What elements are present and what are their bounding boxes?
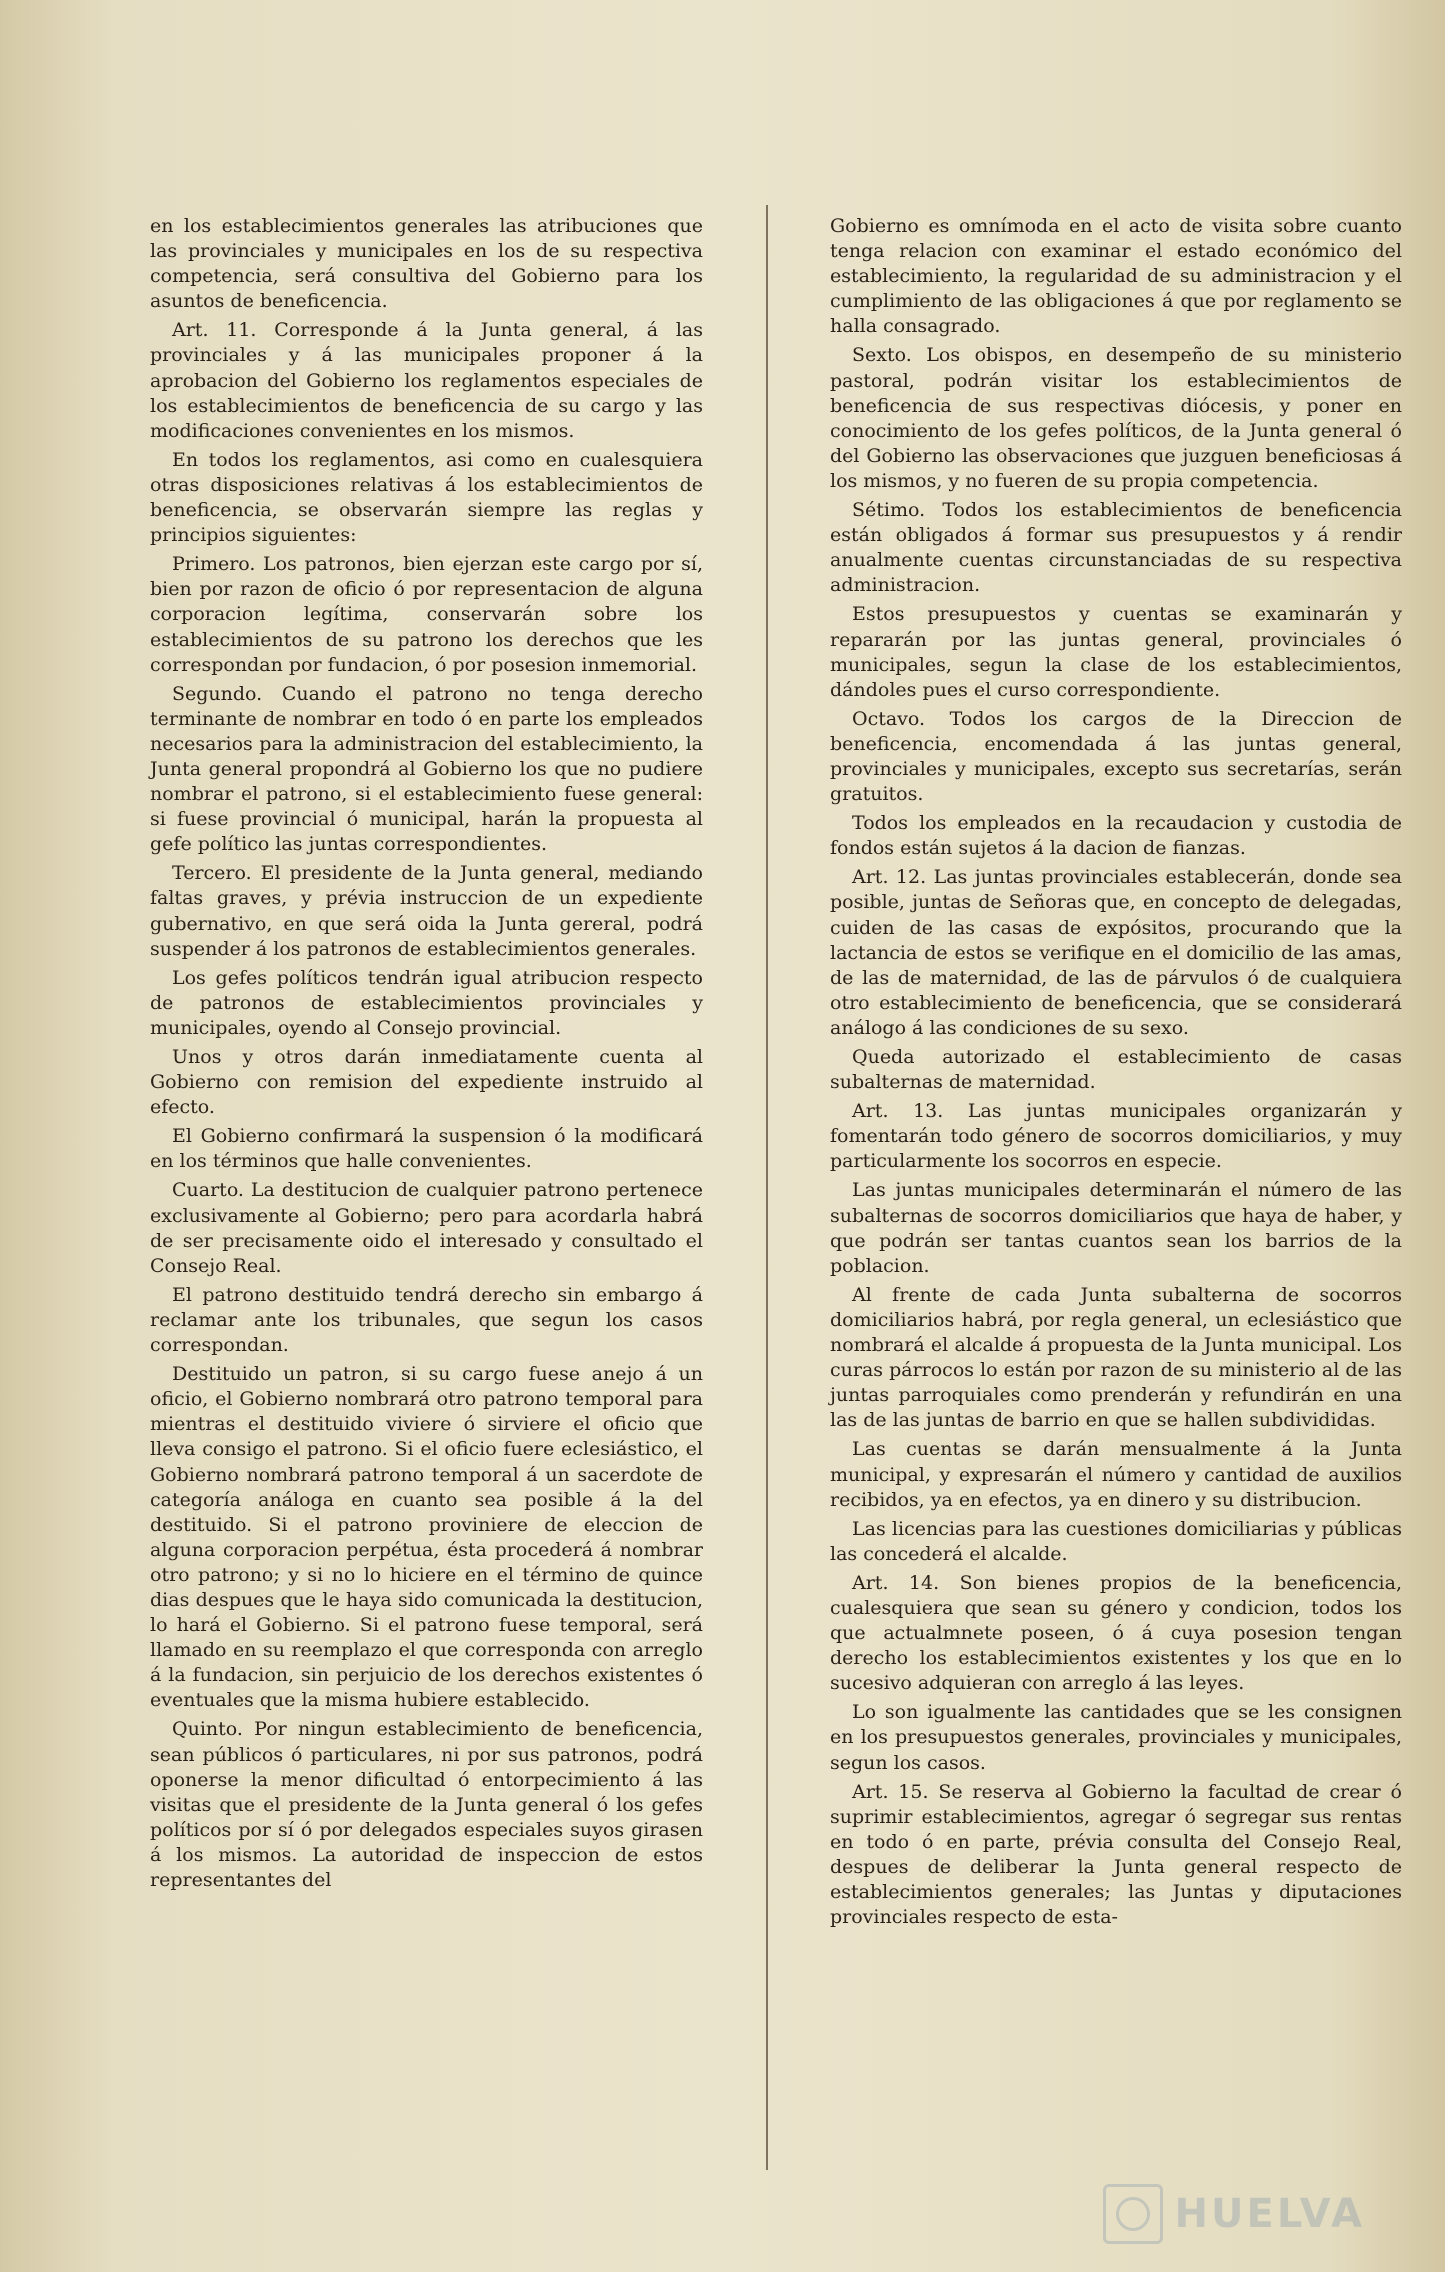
paragraph: Primero. Los patronos, bien ejerzan este cargo por sí, bien por razon de oficio ó por representacion de alguna corporacion legítima, conservarán sobre los establecimientos de su patrono los derechos que les correspondan por fundacion, ó por posesion inmemorial. [150,553,703,676]
paragraph: Sétimo. Todos los establecimientos de beneficencia están obligados á formar sus presupuestos y á rendir anualmente cuentas circunstanciadas de su respectiva administracion. [830,499,1402,597]
paragraph: El Gobierno confirmará la suspension ó la modificará en los términos que halle convenientes. [150,1125,703,1173]
paragraph: Estos presupuestos y cuentas se examinarán y repararán por las juntas general, provinciales ó municipales, segun la clase de los establecimientos, dándoles pues el curso correspondiente. [830,603,1402,701]
paragraph: Queda autorizado el establecimiento de casas subalternas de maternidad. [830,1046,1402,1094]
paragraph: Las licencias para las cuestiones domiciliarias y públicas las concederá el alcalde. [830,1517,1402,1565]
paragraph: Las juntas municipales determinarán el número de las subalternas de socorros domiciliarios que haya de haber, y que podrán ser tantas cuantos sean los barrios de la poblacion. [830,1179,1402,1277]
seal-icon [1103,2184,1163,2244]
paragraph: Art. 11. Corresponde á la Junta general, á las provinciales y á las municipales proponer á la aprobacion del Gobierno los reglamentos especiales de los establecimientos de beneficencia de su cargo y las modificaciones convenientes en los mismos. [150,319,703,442]
paragraph: Sexto. Los obispos, en desempeño de su ministerio pastoral, podrán visitar los establecimientos de beneficencia de sus respectivas diócesis, y poner en conocimiento de los gefes políticos, de la Junta general ó del Gobierno las observaciones que juzguen beneficiosas á los mismos, y no fueren de su propia competencia. [830,344,1402,492]
paragraph: Segundo. Cuando el patrono no tenga derecho terminante de nombrar en todo ó en parte los empleados necesarios para la administracion del establecimiento, la Junta general propondrá al Gobierno los que no pudiere nombrar el patrono, si el establecimiento fuese general: si fuese provincial ó municipal, harán la propuesta al gefe político las juntas correspondientes. [150,682,703,856]
column-divider [766,205,768,2170]
paragraph: Art. 14. Son bienes propios de la beneficencia, cualesquiera que sean su género y condicion, todos los que actualmnete poseen, ó á cuya posesion tengan derecho los establecimientos existentes y los que en lo sucesivo adquieran con arreglo á las leyes. [830,1571,1402,1695]
paragraph: Las cuentas se darán mensualmente á la Junta municipal, y expresarán el número y cantidad de auxilios recibidos, ya en efectos, ya en dinero y su distribucion. [830,1438,1402,1511]
paragraph: Quinto. Por ningun establecimiento de beneficencia, sean públicos ó particulares, ni por sus patronos, podrá oponerse la menor dificultad ó entorpecimiento á las visitas que el presidente de la Junta general ó los gefes políticos por sí ó por delegados especiales suyos girasen á los mismos. La autoridad de inspeccion de estos representantes del [150,1718,703,1891]
paragraph: Gobierno es omnímoda en el acto de visita sobre cuanto tenga relacion con examinar el estado económico del establecimiento, la regularidad de su administracion y el cumplimiento de las obligaciones á que por reglamento se halla consagrado. [830,215,1402,338]
watermark-text: HUELVA [1174,2191,1365,2237]
paragraph: Destituido un patron, si su cargo fuese anejo á un oficio, el Gobierno nombrará otro patrono temporal para mientras el destituido viviere ó sirviere el oficio que lleva consigo el patrono. Si el oficio fuere eclesiástico, el Gobierno nombrará patrono temporal á un sacerdote de categoría análoga en cuanto sea posible á la del destituido. Si el patrono proviniere de eleccion de alguna corporacion perpétua, ésta procederá á nombrar otro patrono; y si no lo hiciere en el término de quince dias despues que le haya sido comunicada la destitucion, lo hará el Gobierno. Si el patrono fuese temporal, será llamado en su reemplazo el que corresponda con arreglo á la fundacion, sin perjuicio de los derechos existentes ó eventuales que la misma hubiere establecido. [150,1363,703,1712]
paragraph: Art. 13. Las juntas municipales organizarán y fomentarán todo género de socorros domiciliarios, y muy particularmente los socorros en especie. [830,1100,1402,1173]
paragraph: Los gefes políticos tendrán igual atribucion respecto de patronos de establecimientos provinciales y municipales, oyendo al Consejo provincial. [150,966,703,1039]
paragraph: en los establecimientos generales las atribuciones que las provinciales y municipales en los de su respectiva competencia, será consultiva del Gobierno para los asuntos de beneficencia. [150,215,703,313]
paragraph: Octavo. Todos los cargos de la Direccion de beneficencia, encomendada á las juntas general, provinciales y municipales, excepto sus secretarías, serán gratuitos. [830,707,1402,806]
paragraph: Art. 12. Las juntas provinciales establecerán, donde sea posible, juntas de Señoras que, en concepto de delegadas, cuiden de las casas de expósitos, procurando que la lactancia de estos se verifique en el domicilio de las amas, de las de maternidad, de las de párvulos ó de cualquiera otro establecimiento de beneficencia, que se considerará análogo á las condiciones de su sexo. [830,866,1402,1039]
right-column [830,214,1402,1934]
left-column [150,214,703,1897]
paragraph: En todos los reglamentos, asi como en cualesquiera otras disposiciones relativas á los establecimientos de beneficencia, se observarán siempre las reglas y principios siguientes: [150,448,703,547]
archive-watermark [1103,2184,1365,2244]
paragraph: Lo son igualmente las cantidades que se les consignen en los presupuestos generales, provinciales y municipales, segun los casos. [830,1701,1402,1774]
paragraph: Cuarto. La destitucion de cualquier patrono pertenece exclusivamente al Gobierno; pero para acordarla habrá de ser precisamente oido el interesado y consultado el Consejo Real. [150,1179,703,1277]
paragraph: Art. 15. Se reserva al Gobierno la facultad de crear ó suprimir establecimientos, agregar ó segregar sus rentas en todo ó en parte, prévia consulta del Consejo Real, despues de deliberar la Junta general respecto de establecimientos generales; las Juntas y diputaciones provinciales respecto de esta- [830,1780,1402,1929]
paragraph: Todos los empleados en la recaudacion y custodia de fondos están sujetos á la dacion de fianzas. [830,812,1402,860]
paragraph: Tercero. El presidente de la Junta general, mediando faltas graves, y prévia instruccion de un expediente gubernativo, en que será oida la Junta gereral, podrá suspender á los patronos de establecimientos generales. [150,862,703,960]
paragraph: El patrono destituido tendrá derecho sin embargo á reclamar ante los tribunales, que segun los casos correspondan. [150,1283,703,1357]
paragraph: Al frente de cada Junta subalterna de socorros domiciliarios habrá, por regla general, un eclesiástico que nombrará el alcalde á propuesta de la Junta municipal. Los curas párrocos lo están por razon de su ministerio al de las juntas parroquiales como prenderán y refundirán en una las de las juntas de barrio en que se hallen subdivididas. [830,1283,1402,1432]
paragraph: Unos y otros darán inmediatamente cuenta al Gobierno con remision del expediente instruido al efecto. [150,1046,703,1119]
